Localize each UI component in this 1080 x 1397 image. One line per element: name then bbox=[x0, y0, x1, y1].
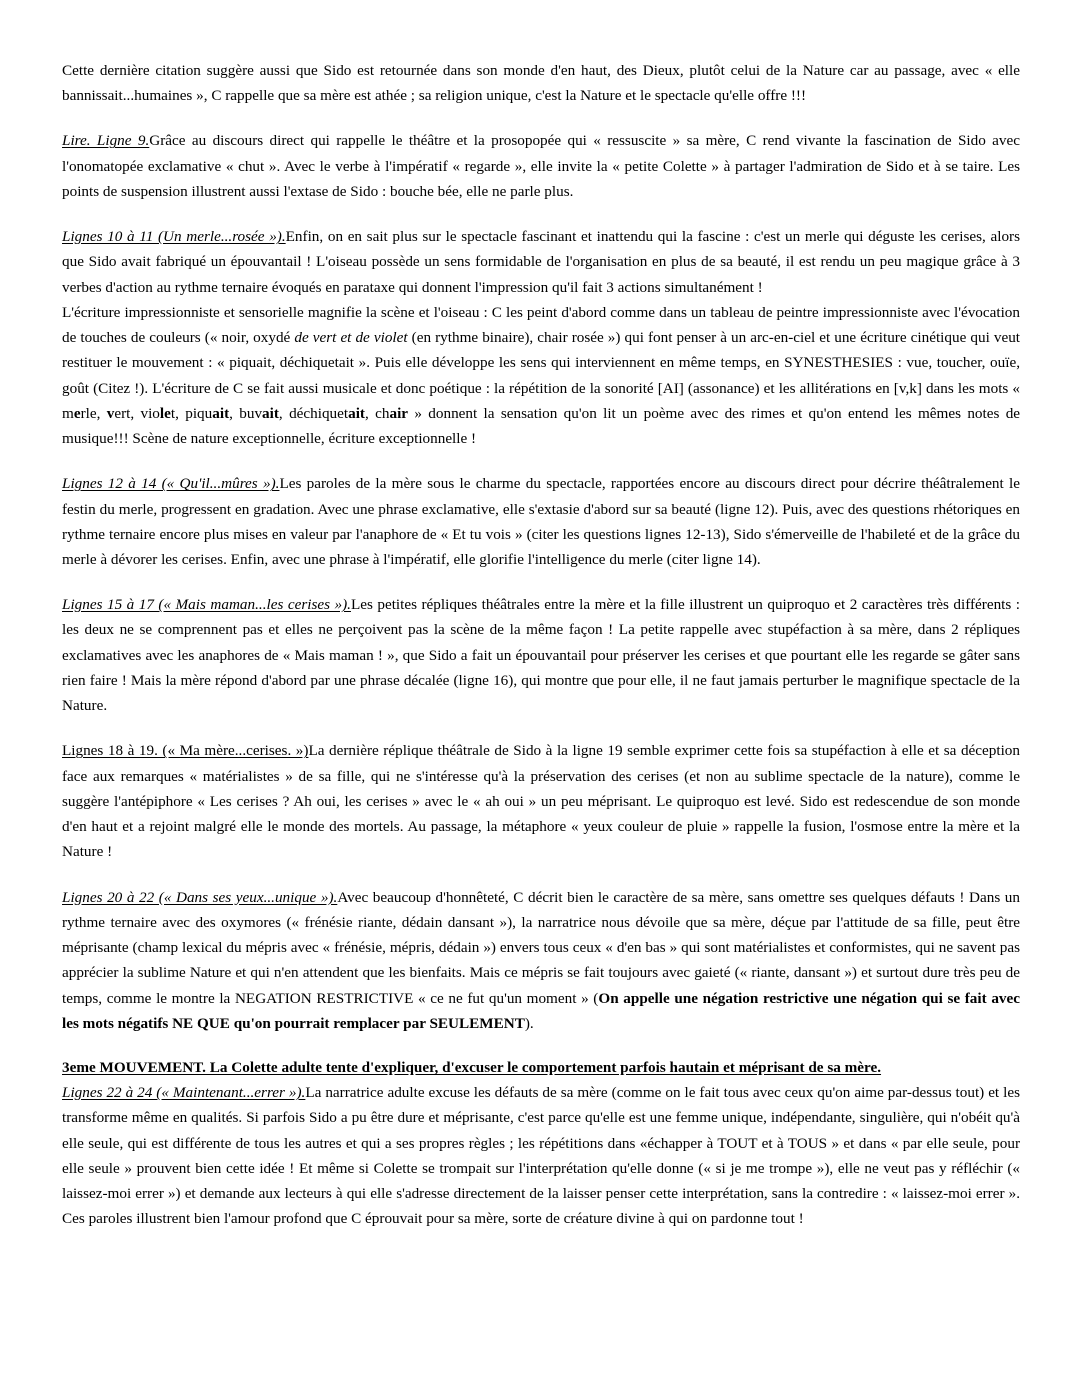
paragraph-ligne-9 bbox=[62, 128, 1020, 204]
section-body-lignes-20-22-b: ). bbox=[524, 1014, 534, 1032]
alliteration-word-stressed: e bbox=[73, 404, 81, 422]
alliteration-word-suffix: , bbox=[364, 404, 376, 422]
alliteration-word-suffix: rle, bbox=[80, 404, 107, 422]
paragraph-intro bbox=[62, 58, 1020, 108]
paragraph-spacer bbox=[62, 572, 1020, 592]
alliteration-word-stressed: v bbox=[106, 404, 115, 422]
alliteration-word-prefix: déchiquet bbox=[289, 404, 349, 422]
section-header-lignes-18-19: Lignes 18 à 19. (« Ma mère...cerises. ») bbox=[62, 742, 309, 760]
alliteration-word-stressed: le bbox=[159, 404, 171, 422]
section-header-lignes-20-22: Lignes 20 à 22 (« Dans ses yeux...unique »). bbox=[62, 888, 338, 906]
alliteration-word-stressed: ait bbox=[262, 404, 279, 422]
alliteration-word-stressed: air bbox=[389, 404, 409, 422]
alliteration-word bbox=[62, 405, 107, 422]
section-body-ligne-9: Grâce au discours direct qui rappelle le théâtre et la prosopopée qui « ressuscite » sa mère, C rend vivante la fascination de Sido avec l'onomatopée exclamative « chut ». Avec le verbe à l'impératif « regarde », elle invite la « petite Colette » à partager l'admiration de Sido et à se taire. Les points de suspension illustrent aussi l'extase de Sido : bouche bée, elle ne parle plus. bbox=[62, 132, 1020, 200]
paragraph-spacer bbox=[62, 718, 1020, 738]
movement-title: 3eme MOUVEMENT. La Colette adulte tente d'expliquer, d'excuser le comportement parfois hautain et méprisant de sa mère. bbox=[62, 1058, 882, 1076]
section-body-lignes-10-11-part2a: L'écriture impressionniste et sensorielle magnifie la scène et l'oiseau : C les peint d'abord comme dans un tableau de peintre impressionniste avec l'évocation de touches de couleurs (« noir, oxydé bbox=[62, 303, 1020, 347]
document-body bbox=[62, 58, 1020, 1232]
alliteration-word-stressed: ait bbox=[212, 404, 230, 422]
paragraph-lignes-18-19 bbox=[62, 738, 1020, 864]
paragraph-lignes-10-11-a bbox=[62, 224, 1020, 300]
paragraph-lignes-15-17 bbox=[62, 592, 1020, 718]
section-header-lignes-10-11: Lignes 10 à 11 (Un merle...rosée »). bbox=[62, 228, 286, 246]
alliteration-word-prefix: buv bbox=[239, 404, 263, 422]
section-body-lignes-20-22-a: Avec beaucoup d'honnêteté, C décrit bien le caractère de sa mère, sans omettre ses quelques défauts ! Dans un rythme ternaire avec des oxymores (« frénésie riante, dédain dansant »), la narratrice nous dévoile que sa mère, déçue par l'attitude de sa fille, peut être méprisante (champ lexical du mépris avec « frénésie, mépris, dédain ») envers tous ceux « d'en bas » qui sont matérialistes et conformistes, qui ne savent pas apprécier la sublime Nature et qui n'en attendent que les bienfaits. Mais ce mépris se fait toujours avec gaieté (« riante, dansant ») et surtout dure très peu de temps, comme le montre la NEGATION RESTRICTIVE « ce ne fut qu'un moment » ( bbox=[62, 888, 1020, 1007]
paragraph-lignes-10-11-b bbox=[62, 300, 1020, 451]
section-body-lignes-22-24: La narratrice adulte excuse les défauts de sa mère (comme on le fait tous avec ceux qu'on aime par-dessus tout) et les transforme même en qualités. Si parfois Sido a pu être dure et méprisante, c'est parce qu'elle est une femme unique, indépendante, singulière, qui n'obéit qu'à elle seule, qui est différente de tous les autres et qui a ses propres règles ; les répétitions dans «échapper à TOUT et à TOUS » et dans « par elle seule, pour elle seule » prouvent bien cette idée ! Et même si Colette se trompait sur l'interprétation qu'elle donne (« si je me trompe »), elle ne veut pas y réfléchir (« laissez-moi errer ») et demande aux lecteurs à qui elle s'adresse directement de la laisser penser cette interprétation, sans la contredire : « laissez-moi errer ». Ces paroles illustrent bien l'amour profond que C éprouvait pour sa mère, sorte de créature divine à qui on pardonne tout ! bbox=[62, 1084, 1020, 1228]
paragraph-spacer bbox=[62, 108, 1020, 128]
alliteration-word-suffix: , bbox=[278, 404, 290, 422]
section-body-lignes-18-19: La dernière réplique théâtrale de Sido à la ligne 19 semble exprimer cette fois sa stupéfaction à elle et sa déception face aux remarques « matérialistes » de sa fille, qui ne s'intéresse qu'à la préservation des cerises (et non au sublime spectacle de la nature), comme le suggère l'antépiphore « Les cerises ? Ah oui, les cerises » avec le « ah oui » un peu méprisant. Le quiproquo est levé. Sido est redescendue de son monde d'en haut et a rejoint malgré elle le monde des mortels. Au passage, la métaphore « yeux couleur de pluie » rappelle la fusion, l'osmose entre la mère et la Nature ! bbox=[62, 742, 1020, 861]
alliteration-word-suffix: t, bbox=[170, 404, 186, 422]
alliteration-word bbox=[289, 405, 375, 422]
alliteration-word bbox=[185, 405, 239, 422]
alliteration-word bbox=[140, 405, 185, 422]
paragraph-spacer bbox=[62, 865, 1020, 885]
paragraph-lignes-22-24 bbox=[62, 1080, 1020, 1231]
paragraph-spacer bbox=[62, 451, 1020, 471]
section-body-lignes-10-11-part2c: » donnent la sensation qu'on lit un poème avec des rimes et qu'on entend les mêmes notes de musique!!! Scène de nature exceptionnelle, écriture exceptionnelle ! bbox=[62, 404, 1021, 448]
section-header-lignes-22-24: Lignes 22 à 24 (« Maintenant...errer »). bbox=[62, 1084, 306, 1102]
alliteration-word-stressed: ait bbox=[348, 404, 365, 422]
section-header-ligne-9: Lire. Ligne 9. bbox=[62, 132, 150, 150]
paragraph-spacer bbox=[62, 204, 1020, 224]
alliteration-word-prefix: m bbox=[62, 404, 74, 422]
italic-phrase-couleurs: de vert et de violet bbox=[294, 329, 408, 347]
alliteration-word-suffix: , bbox=[229, 404, 240, 422]
alliteration-word-suffix: ert, bbox=[114, 404, 141, 422]
section-body-lignes-10-11-part2b: (en rythme binaire), chair rosée ») qui font penser à un arc-en-ciel et une écriture cinétique qui veut restituer le mouvement : « piquait, déchiquetait ». Puis elle développe les sens qui interviennent en même temps, en SYNESTHESIES : vue, toucher, ouïe, goût (Citez !). L'écriture de C se fait aussi musicale et donc poétique : la répétition de la sonorité [AI] (assonance) et les allitérations en [v,k] dans les mots « bbox=[62, 329, 1021, 397]
definition-negation-restrictive: On appelle une négation restrictive une négation qui se fait avec les mots négatifs NE QUE qu'on pourrait remplacer par SEULEMENT bbox=[62, 989, 1020, 1032]
alliteration-word bbox=[375, 405, 408, 422]
paragraph-intro-text: Cette dernière citation suggère aussi que Sido est retournée dans son monde d'en haut, des Dieux, plutôt celui de la Nature car au passage, avec « elle bannissait...humaines », C rappelle que sa mère est athée ; sa religion unique, c'est la Nature et le spectacle qu'elle offre !!! bbox=[62, 62, 1020, 105]
alliteration-word-prefix: ch bbox=[375, 404, 390, 422]
alliteration-word bbox=[107, 405, 141, 422]
alliteration-word-prefix: vio bbox=[140, 404, 160, 422]
section-header-lignes-12-14: Lignes 12 à 14 (« Qu'il...mûres »). bbox=[62, 475, 280, 493]
paragraph-lignes-12-14 bbox=[62, 471, 1020, 572]
paragraph-spacer bbox=[62, 1036, 1020, 1055]
alliteration-word-prefix: piqu bbox=[185, 404, 213, 422]
section-body-lignes-10-11-part1: Enfin, on en sait plus sur le spectacle fascinant et inattendu qui la fascine : c'est un merle qui déguste les cerises, alors que Sido avait fabriqué un épouvantail ! L'oiseau possède un sens formidable de l'organisation en plus de sa beauté, il est rendu un peu magique grâce à 3 verbes d'action au rythme ternaire évoqués en parataxe qui donnent l'impression qu'il fait 3 actions simultanément ! bbox=[62, 228, 1020, 296]
alliteration-word bbox=[239, 405, 289, 422]
section-header-lignes-15-17: Lignes 15 à 17 (« Mais maman...les cerises »). bbox=[62, 596, 351, 614]
section-body-lignes-12-14: Les paroles de la mère sous le charme du spectacle, rapportées encore au discours direct pour décrire théâtralement le festin du merle, progressent en gradation. Avec une phrase exclamative, elle s'extasie d'abord sur sa beauté (ligne 12). Puis, avec des questions rhétoriques en rythme ternaire encore plus mises en valeur par l'anaphore de « Et tu vois » (citer les questions lignes 12-13), Sido s'émerveille de l'habileté et de la grâce du merle à dévorer les cerises. Enfin, avec une phrase à l'impératif, elle glorifie l'intelligence du merle (citer ligne 14). bbox=[62, 475, 1020, 568]
alliteration-word-list bbox=[62, 405, 408, 422]
section-body-lignes-15-17: Les petites répliques théâtrales entre la mère et la fille illustrent un quiproquo et 2 caractères très différents : les deux ne se comprennent pas et elles ne perçoivent pas la scène de la même façon ! La petite rappelle avec stupéfaction à sa mère, dans 2 répliques exclamatives avec les anaphores de « Mais maman ! », que Sido a fait un épouvantail pour préserver les cerises et que pourtant elle les regarde se gâter sans rien faire ! Mais la mère répond d'abord par une phrase décalée (ligne 16), qui montre que pour elle, il ne faut jamais perturber le magnifique spectacle de la Nature. bbox=[62, 596, 1020, 715]
paragraph-lignes-20-22 bbox=[62, 885, 1020, 1036]
